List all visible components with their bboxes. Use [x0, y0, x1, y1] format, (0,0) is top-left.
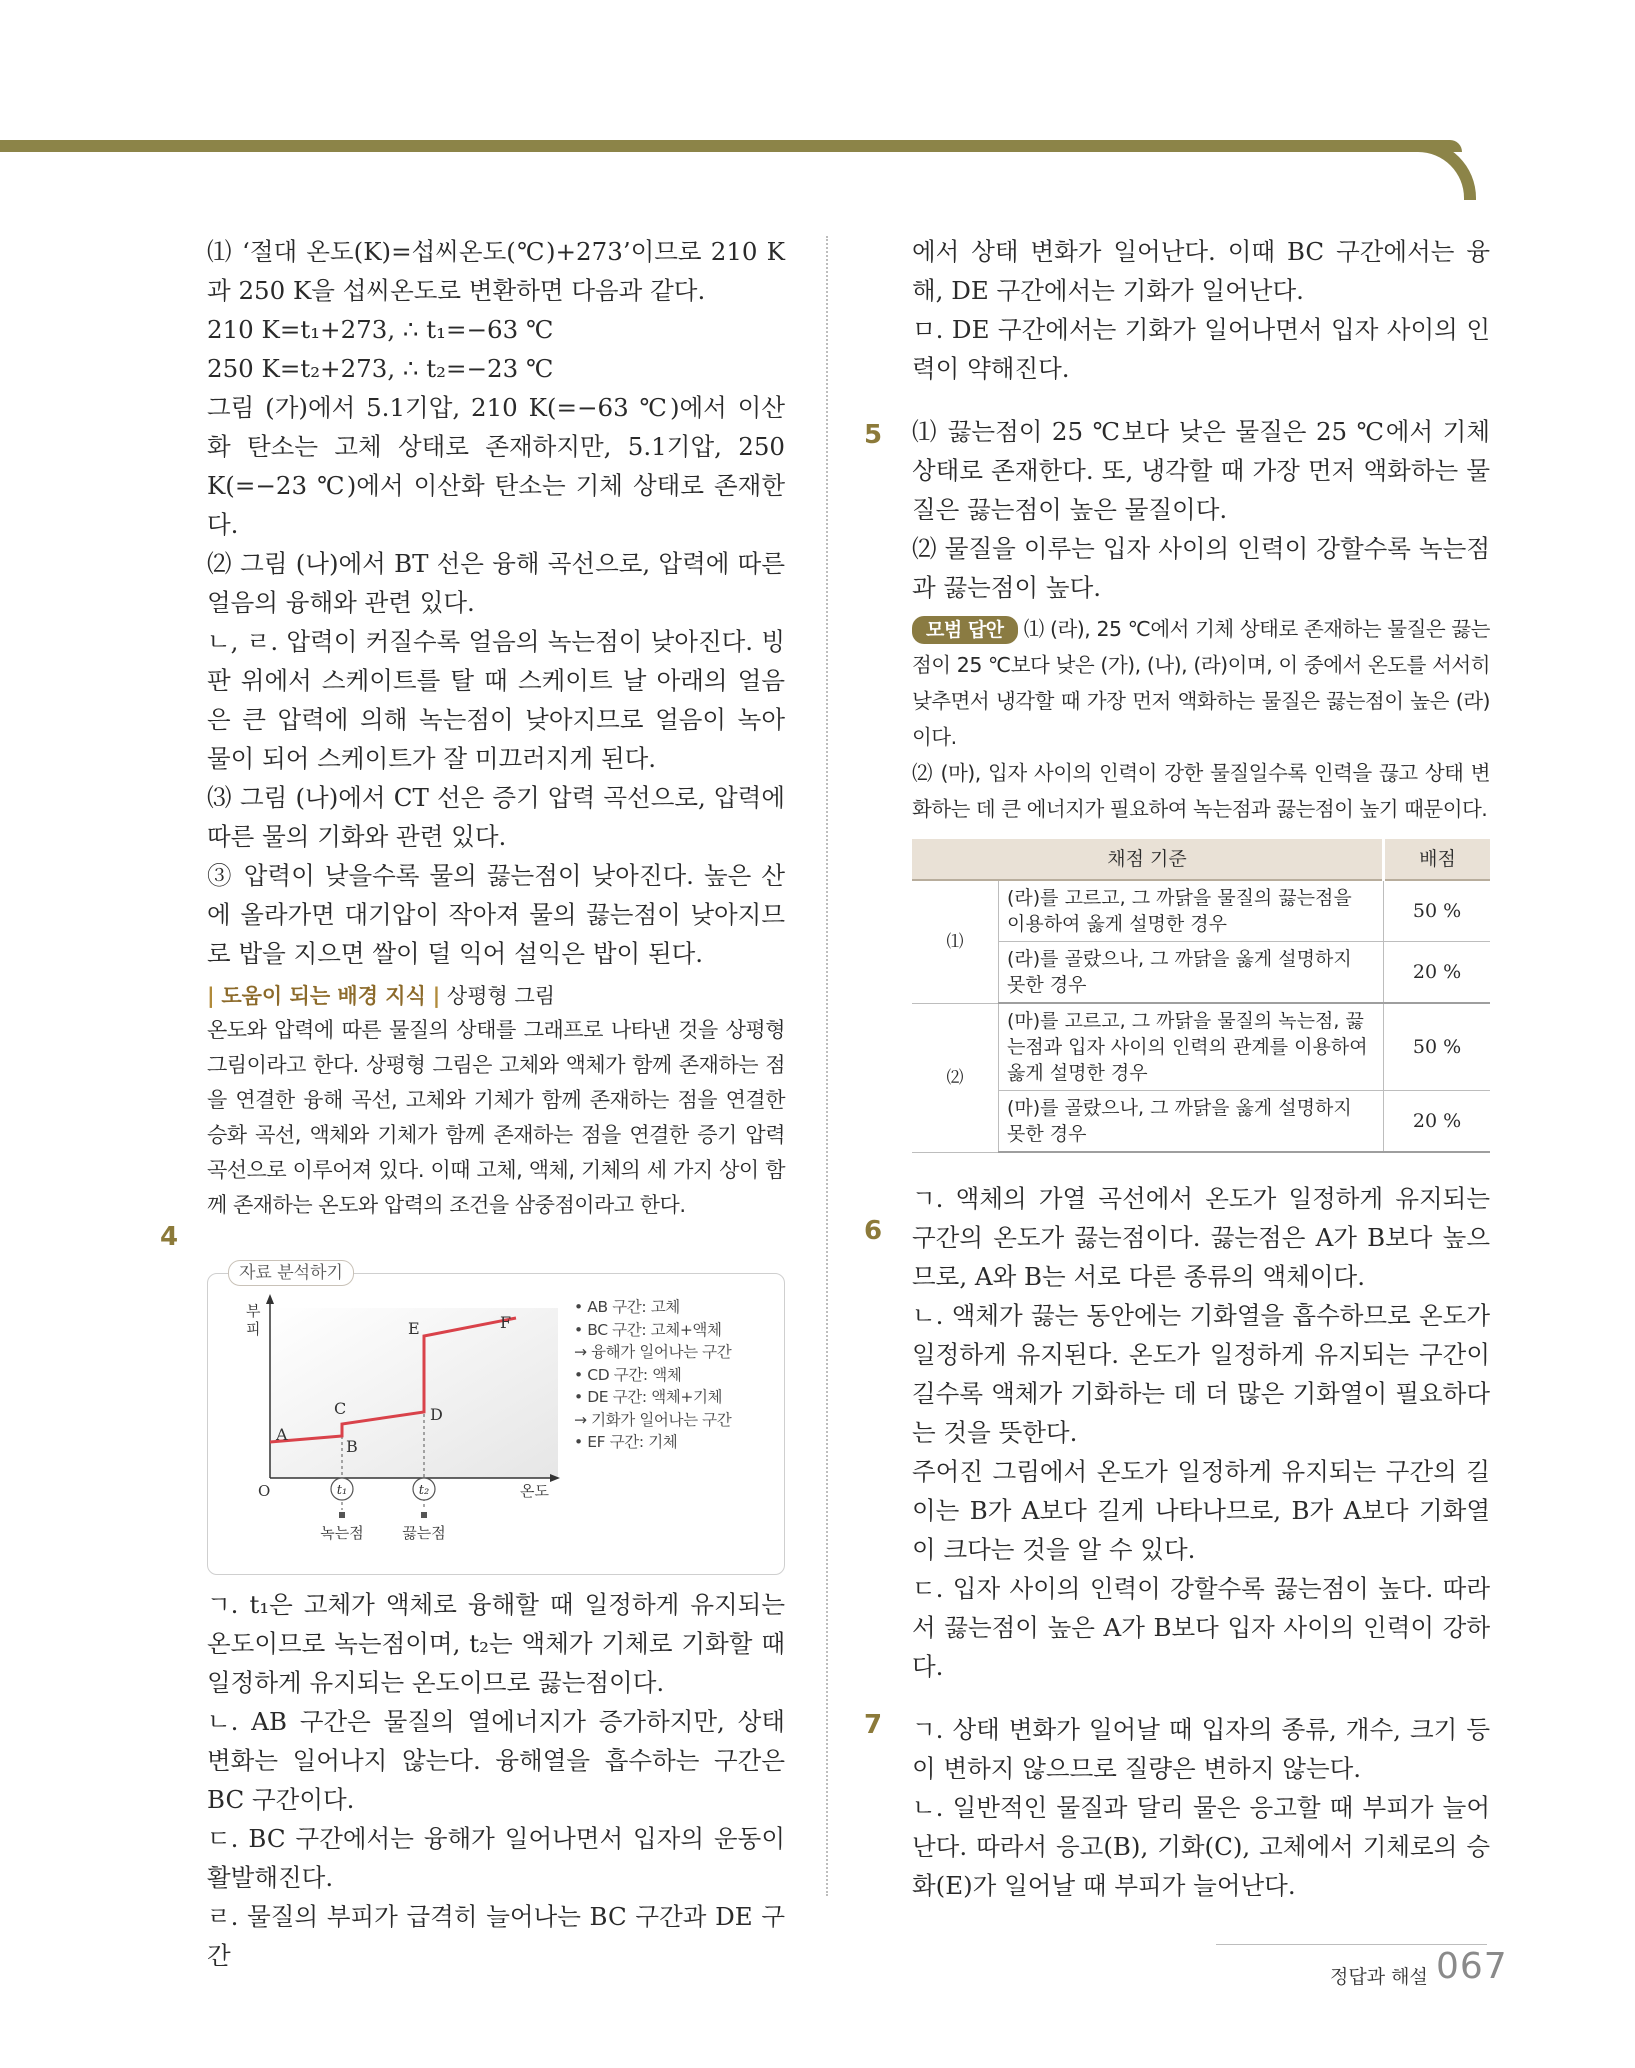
q4-continued-2: ㅁ. DE 구간에서는 기화가 일어나면서 입자 사이의 인력이 약해진다. — [912, 315, 1490, 383]
figure-legend — [574, 1296, 731, 1454]
model-answer-1-text: ⑴ (라), 25 ℃에서 기체 상태로 존재하는 물질은 끓는점이 25 ℃보다 낮은 (가), (나), (라)이며, 이 중에서 온도를 서서히 낮추면서 냉각할 때 가장 먼저 액화하는 물질은 끓는점이 높은 (라)이다. — [912, 617, 1490, 749]
q3-paragraph-5: ⑵ 그림 (나)에서 BT 선은 융해 곡선으로, 압력에 따른 얼음의 융해와 관련 있다. — [207, 549, 785, 617]
q3-paragraph-2: 210 K=t₁+273, ∴ t₁=−63 ℃ — [207, 315, 554, 344]
scoring-rubric — [912, 839, 1490, 1153]
model-answer-2: ⑵ (마), 입자 사이의 인력이 강한 물질일수록 인력을 끊고 상태 변화하는 데 큰 에너지가 필요하여 녹는점과 끓는점이 높기 때문이다. — [912, 761, 1490, 821]
point-c-label: C — [334, 1399, 347, 1418]
point-a-label: A — [276, 1425, 288, 1444]
legend-item: • BC 구간: 고체+액체 — [574, 1320, 722, 1339]
q7-paragraph-2: ㄴ. 일반적인 물질과 달리 물은 응고할 때 부피가 늘어난다. 따라서 응고(B), 기화(C), 고체에서 기체로의 승화(E)가 일어날 때 부피가 늘어난다. — [912, 1793, 1490, 1900]
legend-item: • DE 구간: 액체+기체 — [574, 1388, 723, 1406]
rubric-score: 50 % — [1384, 880, 1491, 942]
q5-paragraph-1: ⑴ 끓는점이 25 ℃보다 낮은 물질은 25 ℃에서 기체 상태로 존재한다. 또, 냉각할 때 가장 먼저 액화하는 물질은 끓는점이 높은 물질이다. — [912, 417, 1490, 524]
question-number-4: 4 — [160, 1222, 179, 1252]
t1-caption-marker — [339, 1512, 345, 1518]
question-number-5: 5 — [864, 420, 883, 450]
point-e-label: E — [408, 1319, 420, 1338]
rubric-criteria: (마)를 고르고, 그 까닭을 물질의 녹는점, 끓는점과 입자 사이의 인력의 관계를 이용하여 옳게 설명한 경우 — [999, 1003, 1384, 1091]
model-answer-1 — [912, 611, 1490, 755]
background-heading — [207, 979, 785, 1013]
t2-label: t₂ — [418, 1483, 430, 1498]
t1-label: t₁ — [336, 1483, 348, 1498]
q3-paragraph-3: 250 K=t₂+273, ∴ t₂=−23 ℃ — [207, 354, 554, 383]
rubric-criteria: (마)를 골랐으나, 그 까닭을 옳게 설명하지 못한 경우 — [999, 1091, 1384, 1153]
page-number: 067 — [1436, 1946, 1508, 1987]
q4-paragraph-1: ㄱ. t₁은 고체가 액체로 융해할 때 일정하게 유지되는 온도이므로 녹는점이며, t₂는 액체가 기체로 기화할 때 일정하게 유지되는 온도이므로 끓는점이다. — [207, 1590, 785, 1697]
x-axis-label: 온도 — [520, 1482, 549, 1500]
point-b-label: B — [346, 1437, 358, 1456]
y-axis-label-1: 부 — [246, 1302, 261, 1320]
header-rule — [0, 140, 1462, 152]
t2-caption: 끓는점 — [402, 1524, 446, 1542]
q4-paragraph-2: ㄴ. AB 구간은 물질의 열에너지가 증가하지만, 상태 변화는 일어나지 않는다. 융해열을 흡수하는 구간은 BC 구간이다. — [207, 1707, 785, 1814]
q3-paragraph-4: 그림 (가)에서 5.1기압, 210 K(=−63 ℃)에서 이산화 탄소는 고체 상태로 존재하지만, 5.1기압, 250 K(=−23 ℃)에서 이산화 탄소는 기체 상태로 존재한다. — [207, 393, 785, 539]
q3-paragraph-7: ⑶ 그림 (나)에서 CT 선은 증기 압력 곡선으로, 압력에 따른 물의 기화와 관련 있다. — [207, 783, 785, 851]
rubric-criteria: (라)를 고르고, 그 까닭을 물질의 끓는점을 이용하여 옳게 설명한 경우 — [999, 880, 1384, 942]
rubric-score: 50 % — [1384, 1003, 1491, 1091]
q4-paragraph-3: ㄷ. BC 구간에서는 융해가 일어나면서 입자의 운동이 활발해진다. — [207, 1824, 785, 1892]
footer-rule — [1216, 1944, 1487, 1945]
header-rule-corner — [1418, 140, 1476, 200]
background-heading-title: 상평형 그림 — [446, 984, 556, 1008]
q6-paragraph-1: ㄱ. 액체의 가열 곡선에서 온도가 일정하게 유지되는 구간의 온도가 끓는점이다. 끓는점은 A가 B보다 높으므로, A와 B는 서로 다른 종류의 액체이다. — [912, 1184, 1490, 1291]
footer-label: 정답과 해설 — [1330, 1966, 1428, 1988]
q4-paragraph-4: ㄹ. 물질의 부피가 급격히 늘어나는 BC 구간과 DE 구간 — [207, 1902, 785, 1970]
origin-label: O — [258, 1482, 271, 1500]
y-axis-arrow — [266, 1294, 274, 1304]
rubric-header-score: 배점 — [1384, 839, 1491, 880]
question-number-7: 7 — [864, 1710, 883, 1740]
rubric-part-2: ⑵ — [912, 1003, 999, 1152]
q4-continued-1: 에서 상태 변화가 일어난다. 이때 BC 구간에서는 융해, DE 구간에서는 기화가 일어난다. — [912, 237, 1490, 305]
legend-item: • EF 구간: 기체 — [574, 1433, 678, 1451]
legend-item: → 융해가 일어나는 구간 — [574, 1343, 732, 1361]
rubric-criteria: (라)를 골랐으나, 그 까닭을 옳게 설명하지 못한 경우 — [999, 942, 1384, 1004]
model-answer-badge: 모범 답안 — [912, 616, 1018, 644]
q6-paragraph-2: ㄴ. 액체가 끓는 동안에는 기화열을 흡수하므로 온도가 일정하게 유지된다. 온도가 일정하게 유지되는 구간이 길수록 액체가 기화하는 데 더 많은 기화열이 필요하다는 것을 뜻한다. — [912, 1301, 1490, 1447]
legend-item: → 기화가 일어나는 구간 — [574, 1410, 732, 1429]
background-heading-tag: 도움이 되는 배경 지식 — [221, 984, 426, 1008]
q3-paragraph-1: ⑴ ‘절대 온도(K)=섭씨온도(℃)+273’이므로 210 K과 250 K을 섭씨온도로 변환하면 다음과 같다. — [207, 237, 785, 305]
q3-paragraph-8: ③ 압력이 낮을수록 물의 끓는점이 낮아진다. 높은 산에 올라가면 대기압이 작아져 물의 끓는점이 낮아지므로 밥을 지으면 쌀이 덜 익어 설익은 밥이 된다. — [207, 861, 785, 968]
background-heading-bar-2: | — [432, 984, 441, 1008]
q6-paragraph-3: 주어진 그림에서 온도가 일정하게 유지되는 구간의 길이는 B가 A보다 길게 나타나므로, B가 A보다 기화열이 크다는 것을 알 수 있다. — [912, 1457, 1490, 1564]
background-text: 온도와 압력에 따른 물질의 상태를 그래프로 나타낸 것을 상평형 그림이라고 한다. 상평형 그림은 고체와 액체가 함께 존재하는 점을 연결한 융해 곡선, 고체와 기체가 함께 존재하는 점을 연결한 승화 곡선, 액체와 기체가 함께 존재하는 점을 연결한 증기 압력 곡선으로 이루어져 있다. 이때 고체, 액체, 기체의 세 가지 상이 함께 존재하는 온도와 압력의 조건을 삼중점이라고 한다. — [207, 1018, 785, 1217]
rubric-score: 20 % — [1384, 1091, 1491, 1153]
q5-paragraph-2: ⑵ 물질을 이루는 입자 사이의 인력이 강할수록 녹는점과 끓는점이 높다. — [912, 534, 1490, 602]
rubric-part-1: ⑴ — [912, 880, 999, 1003]
column-divider — [826, 236, 828, 1896]
question-number-6: 6 — [864, 1216, 883, 1246]
point-d-label: D — [430, 1405, 443, 1424]
t2-caption-marker — [421, 1512, 427, 1518]
q6-paragraph-4: ㄷ. 입자 사이의 인력이 강할수록 끓는점이 높다. 따라서 끓는점이 높은 A가 B보다 입자 사이의 인력이 강하다. — [912, 1574, 1490, 1681]
legend-item: • CD 구간: 액체 — [574, 1365, 682, 1384]
left-column — [207, 232, 785, 1975]
point-f-label: F — [500, 1313, 512, 1332]
volume-temperature-graph — [208, 1274, 568, 1564]
y-axis-label-2: 피 — [246, 1320, 261, 1338]
q7-paragraph-1: ㄱ. 상태 변화가 일어날 때 입자의 종류, 개수, 크기 등이 변하지 않으므로 질량은 변하지 않는다. — [912, 1715, 1490, 1783]
right-column — [912, 232, 1490, 1905]
q3-paragraph-6: ㄴ, ㄹ. 압력이 커질수록 얼음의 녹는점이 낮아진다. 빙판 위에서 스케이트를 탈 때 스케이트 날 아래의 얼음은 큰 압력에 의해 녹는점이 낮아지므로 얼음이 녹아 물이 되어 스케이트가 잘 미끄러지게 된다. — [207, 627, 785, 773]
phase-change-figure — [207, 1263, 785, 1575]
legend-item: • AB 구간: 고체 — [574, 1298, 680, 1316]
figure-tag: 자료 분석하기 — [228, 1260, 354, 1286]
rubric-score: 20 % — [1384, 942, 1491, 1004]
background-heading-bar: | — [207, 984, 215, 1008]
t1-caption: 녹는점 — [320, 1524, 364, 1542]
rubric-header-criteria: 채점 기준 — [912, 839, 1384, 880]
